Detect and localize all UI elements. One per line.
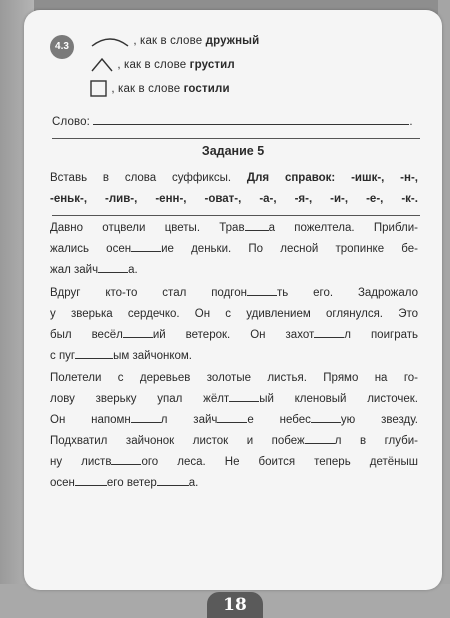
p2-line-2: у зверька сердечко. Он с удивлением оглянулся. Это	[50, 308, 418, 320]
blank[interactable]	[305, 433, 335, 444]
suffix-a: -а-,	[259, 189, 276, 210]
text-fragment: ну листв	[50, 456, 112, 468]
suffix-enk: -еньк-,	[50, 189, 87, 210]
text-fragment: ый кленовый листочек.	[259, 393, 418, 405]
p2-line-1	[50, 283, 418, 304]
suffix-ovat: -оват-,	[205, 189, 242, 210]
text-fragment: ть его. Задрожало	[276, 287, 418, 299]
page-number: 18	[223, 595, 247, 615]
text-fragment: ым зайчонком.	[113, 350, 192, 362]
suffix-ya: -я-,	[295, 189, 313, 210]
text-fragment: Он напомн	[50, 414, 131, 426]
text-fragment: а пожелтела. Прибли-	[268, 222, 418, 234]
legend-text-2: , как в слове	[117, 59, 190, 72]
p1-line-2	[50, 239, 418, 260]
p1-line-1	[50, 218, 418, 239]
suffix-e: -е-,	[366, 189, 383, 210]
blank[interactable]	[98, 262, 128, 273]
word-answer-blank[interactable]	[93, 114, 409, 125]
legend-text-3: , как в слове	[111, 83, 184, 96]
instruction-text: Вставь в слова суффиксы.	[50, 172, 232, 184]
p2-line-3	[50, 325, 418, 346]
instruction-line-1	[50, 168, 418, 189]
p1-line-3	[50, 260, 418, 281]
instruction	[50, 168, 418, 210]
suffix-liv: -лив-,	[105, 189, 137, 210]
instruction-divider	[52, 215, 420, 216]
blank[interactable]	[131, 241, 161, 252]
legend-row-1	[90, 34, 259, 48]
text-fragment: лову зверьку упал жёлт	[50, 393, 230, 405]
text-fragment: ого леса. Не боится теперь детёныш	[141, 456, 418, 468]
text-fragment: л поиграть	[344, 329, 418, 341]
suffix-i: -и-,	[330, 189, 348, 210]
blank[interactable]	[123, 327, 153, 338]
paragraph-2	[50, 283, 418, 367]
blank[interactable]	[131, 412, 161, 423]
word-end: .	[409, 116, 413, 128]
text-fragment: ую звезду.	[340, 414, 418, 426]
p3-line-1: Полетели с деревьев золотые листья. Прямо на го-	[50, 372, 418, 384]
blank[interactable]	[217, 412, 247, 423]
legend-word-2: грустил	[189, 59, 235, 72]
paragraph-1	[50, 218, 418, 281]
suffix-k: -к-.	[401, 189, 418, 210]
legend-text-1: , как в слове	[133, 35, 206, 48]
legend-word-1: дружный	[205, 35, 260, 48]
instruction-line-2	[50, 189, 418, 210]
text-fragment: ий ветерок. Он захот	[152, 329, 315, 341]
suffix-n: -н-,	[400, 168, 418, 189]
text-fragment: е небес	[247, 414, 311, 426]
p3-line-5	[50, 452, 418, 473]
text-fragment: л в глуби-	[334, 435, 418, 447]
blank[interactable]	[75, 475, 107, 486]
p3-line-6	[50, 473, 418, 494]
text-fragment: л зайч	[160, 414, 218, 426]
suffix-ishk: -ишк-,	[351, 168, 384, 189]
legend-word-3: гостили	[183, 83, 230, 96]
text-fragment: а.	[188, 477, 199, 489]
square-icon	[90, 80, 108, 98]
blank[interactable]	[229, 391, 259, 402]
workbook-page	[24, 10, 442, 590]
suffix-enn: -енн-,	[155, 189, 186, 210]
text-fragment: с пуг	[50, 350, 76, 362]
text-fragment: жал зайч	[50, 264, 99, 276]
reference-label: Для справок:	[246, 172, 336, 184]
blank[interactable]	[157, 475, 189, 486]
paragraph-3	[50, 368, 418, 494]
text-fragment: жались осен	[50, 243, 132, 255]
task-title: Задание 5	[201, 144, 265, 158]
section-divider	[52, 138, 420, 139]
page-number-tab	[207, 592, 263, 618]
arc-icon	[90, 34, 130, 48]
text-fragment: осен	[50, 477, 75, 489]
blank[interactable]	[111, 454, 141, 465]
text-fragment: был весёл	[50, 329, 123, 341]
text-fragment: а.	[128, 264, 138, 276]
p2-line-4	[50, 346, 418, 367]
legend-row-2	[90, 57, 235, 73]
blank[interactable]	[247, 285, 277, 296]
text-fragment: его ветер	[106, 477, 157, 489]
p3-line-2	[50, 389, 418, 410]
caret-icon	[90, 57, 114, 73]
blank[interactable]	[311, 412, 341, 423]
text-fragment: ие деньки. По лесной тропинке бе-	[161, 243, 418, 255]
text-fragment: Вдруг кто-то стал подгон	[50, 287, 247, 299]
blank[interactable]	[75, 348, 113, 359]
p3-line-4	[50, 431, 418, 452]
text-fragment: Подхватил зайчонок листок и побеж	[50, 435, 305, 447]
legend-row-3	[90, 80, 230, 98]
blank[interactable]	[314, 327, 344, 338]
p3-line-3	[50, 410, 418, 431]
exercise-badge: 4.3	[50, 35, 74, 59]
word-label: Слово:	[52, 116, 91, 128]
text-fragment: Давно отцвели цветы. Трав	[50, 222, 245, 234]
blank[interactable]	[245, 220, 269, 231]
word-answer-row	[52, 114, 413, 128]
